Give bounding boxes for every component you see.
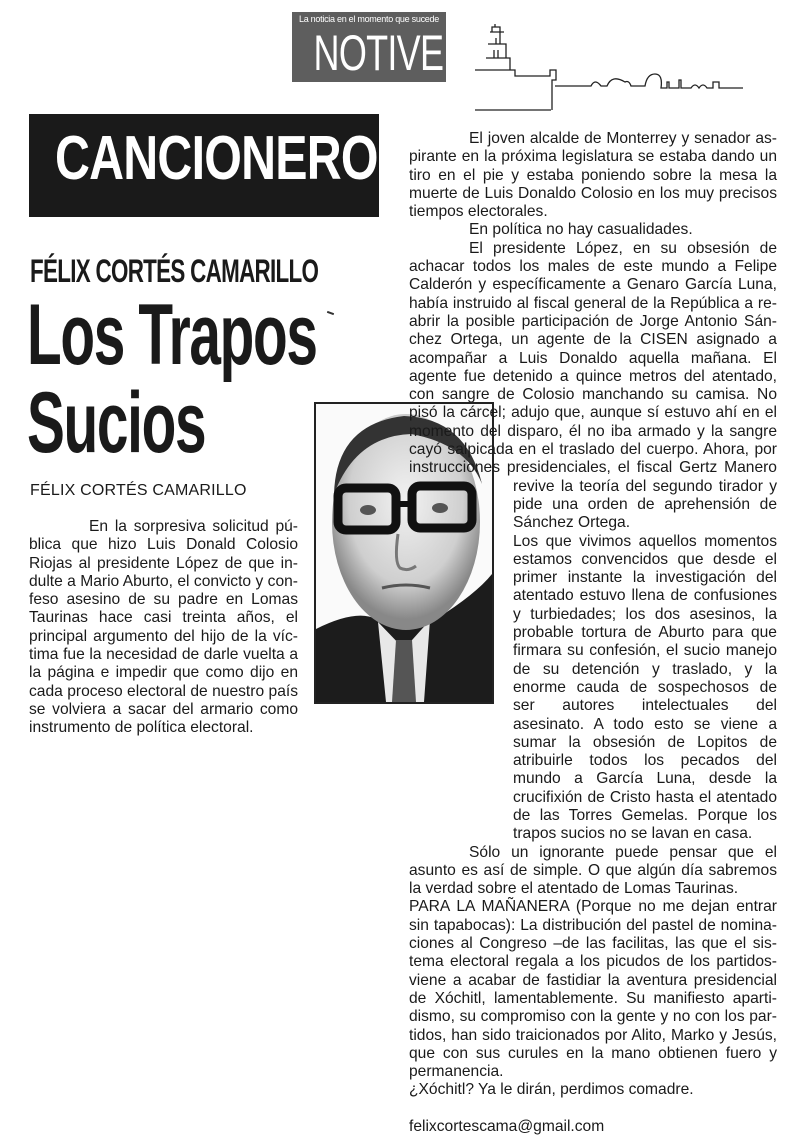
article-body-right [409,130,777,1136]
print-mark [327,311,334,315]
paragraph: El joven alcalde de Monterrey y senador aspirante en la próxima legislatura se estaba dando un tiro en el pie y estaba poniendo sobre la mesa la muerte de Luis Donaldo Colosio en los muy precisos tiempos electorales. [409,130,777,221]
section-header [29,114,379,217]
author-kicker: FÉLIX CORTÉS CAMARILLO [30,253,319,289]
paragraph: El presidente López, en su obsesión de achacar todos los males de este mundo a Felipe Calderón y específicamente a Genaro García Luna, había instruido al fiscal general de la República a reabrir la posible participación de Jorge Antonio Sánchez Ortega, un agente de la CISEN asignado a acompañar a Luis Donaldo aquella mañana. El agente fue detenido a quince metros del atentado, con sangre de Colosio manchando su camisa. No pisó la cárcel; adujo que, aunque sí estuvo ahí en el momento del disparo, él no iba armado y la sangre cayó salpicada en el traslado del cuerpo. Ahora, por instrucciones presidenciales, el fiscal Gertz Manero revive la teoría del segundo tirador y pide una orden de aprehensión de Sánchez Ortega. [409,239,777,532]
notiver-logo [292,12,469,82]
paragraph: ¿Xóchitl? Ya le dirán, perdimos comadre. [409,1081,694,1099]
section-label: CANCIONERO [55,124,378,193]
paragraph: En la sorpresiva solicitud pública que hizo Luis Donald Colosio Riojas al presidente López de que indulte a Mario Aburto, el convicto y confeso asesino de su padre en Lomas Taurinas hace casi treinta años, el principal argumento del hijo de la víctima fue la necesidad de darle vuelta a la página e impedir que como dijo en cada proceso electoral de nuestro país se volviera a sacar del armario como instrumento de política electoral. [29,518,298,737]
paragraph: Los que vivimos aquellos momentos estamos convencidos que desde el primer instante la investigación del atentado estuvo llena de confusiones y turbiedades; los dos asesinos, la probable tortura de Aburto para que firmara su confesión, el sucio manejo de su detención y traslado, y la enorme cauda de sospechosos de ser autores intelectuales del asesinato. A todo esto se viene a sumar la obsesión de Lopitos de atribuirle todos los pecados del mundo a García Luna, desde la crucifixión de Cristo hasta el atentado de las Torres Gemelas. Porque los trapos sucios no se lavan en casa. [513,532,777,843]
byline: FÉLIX CORTÉS CAMARILLO [30,482,247,499]
logo-wordmark: NOTIVER [313,25,469,81]
logo-tagline: La noticia en el momento que sucede [298,14,440,25]
paragraph: Sólo un ignorante puede pensar que el asunto es así de simple. O que algún día sabremos la verdad sobre el atentado de Lomas Taurinas. [409,843,777,898]
headline-line-1: Los Trapos [27,287,317,383]
fortress-sketch-icon [470,14,740,114]
paragraph: En política no hay casualidades. [469,221,693,239]
article-body-left [29,518,298,738]
headline-line-2: Sucios [27,375,206,471]
author-email-link[interactable]: felixcortescama@gmail.com [409,1117,605,1135]
paragraph: PARA LA MAÑANERA (Porque no me dejan entrar sin tapabocas): La distribución del pastel de nominaciones al Congreso –de las facilitas, las que el sistema electoral regala a los picudos de los partidos- viene a acabar de fastidiar la aventura presidencial de Xóchitl, lamentablemente. Su manifiesto apartidismo, su compromiso con la gente y no con los partidos, han sido traicionados por Alito, Marko y Jesús, que con sus curules en la mano obtienen fuero y permanencia. [409,898,777,1081]
photo-wrap-spacer [409,496,513,826]
